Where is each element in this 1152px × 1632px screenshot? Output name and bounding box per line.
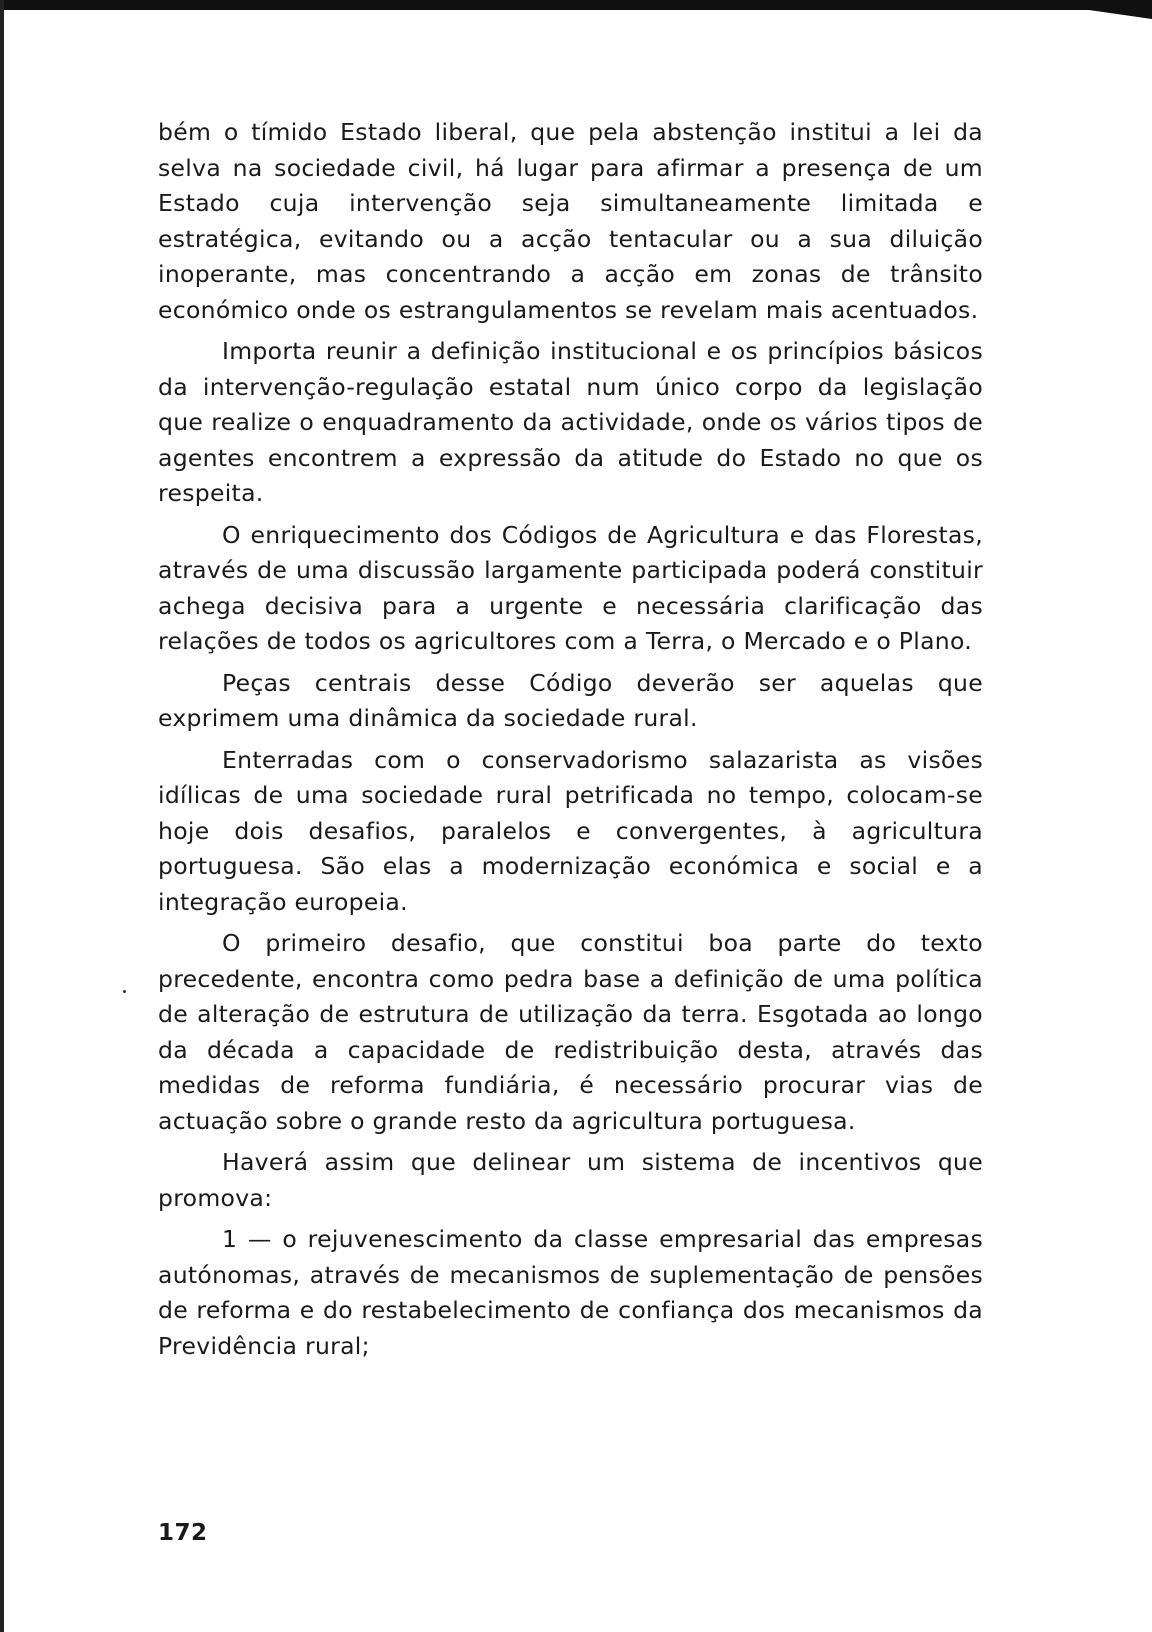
paragraph: bém o tímido Estado liberal, que pela abstenção institui a lei da selva na sociedade civil, há lugar para afirmar a presença de um Estado cuja intervenção seja simultaneamente limitada e estratégica, evitando ou a acção tentacular ou a sua diluição inoperante, mas concentrando a acção em zonas de trânsito económico onde os estrangulamentos se revelam mais acentuados. (158, 118, 983, 324)
body-text (158, 115, 983, 1370)
paragraph: O enriquecimento dos Códigos de Agricultura e das Florestas, através de uma discussão largamente participada poderá constituir achega decisiva para a urgente e necessária clarificação das relações de todos os agricultores com a Terra, o Mercado e o Plano. (158, 520, 983, 655)
paragraph: Haverá assim que delinear um sistema de incentivos que promova: (158, 1148, 983, 1212)
paragraph: O primeiro desafio, que constitui boa parte do texto precedente, encontra como pedra base a definição de uma política de alteração de estrutura de utilização da terra. Esgotada ao longo da década a capacidade de redistribuição desta, através das medidas de reforma fundiária, é necessário procurar vias de actuação sobre o grande resto da agricultura portuguesa. (158, 929, 983, 1135)
scan-corner-mark (1082, 9, 1152, 19)
paragraph: Importa reunir a definição institucional e os princípios básicos da intervenção-regulação estatal num único corpo da legislação que realize o enquadramento da actividade, onde os vários tipos de agentes encontrem a expressão da atitude do Estado no que os respeita. (158, 337, 983, 507)
list-item-paragraph: 1 — o rejuvenescimento da classe empresarial das empresas autónomas, através de mecanismos de suplementação de pensões de reforma e do restabelecimento de confiança dos mecanismos da Previdência rural; (158, 1225, 983, 1360)
paragraph: Enterradas com o conservadorismo salazarista as visões idílicas de uma sociedade rural petrificada no tempo, colocam-se hoje dois desafios, paralelos e convergentes, à agricultura portuguesa. São elas a modernização económica e social e a integração europeia. (158, 745, 983, 916)
margin-mark (123, 990, 126, 993)
page-number: 172 (158, 1520, 208, 1546)
scan-left-border (0, 0, 4, 1632)
paragraph: Peças centrais desse Código deverão ser aquelas que exprimem uma dinâmica da sociedade rural. (158, 668, 983, 732)
scan-top-border (0, 0, 1152, 10)
